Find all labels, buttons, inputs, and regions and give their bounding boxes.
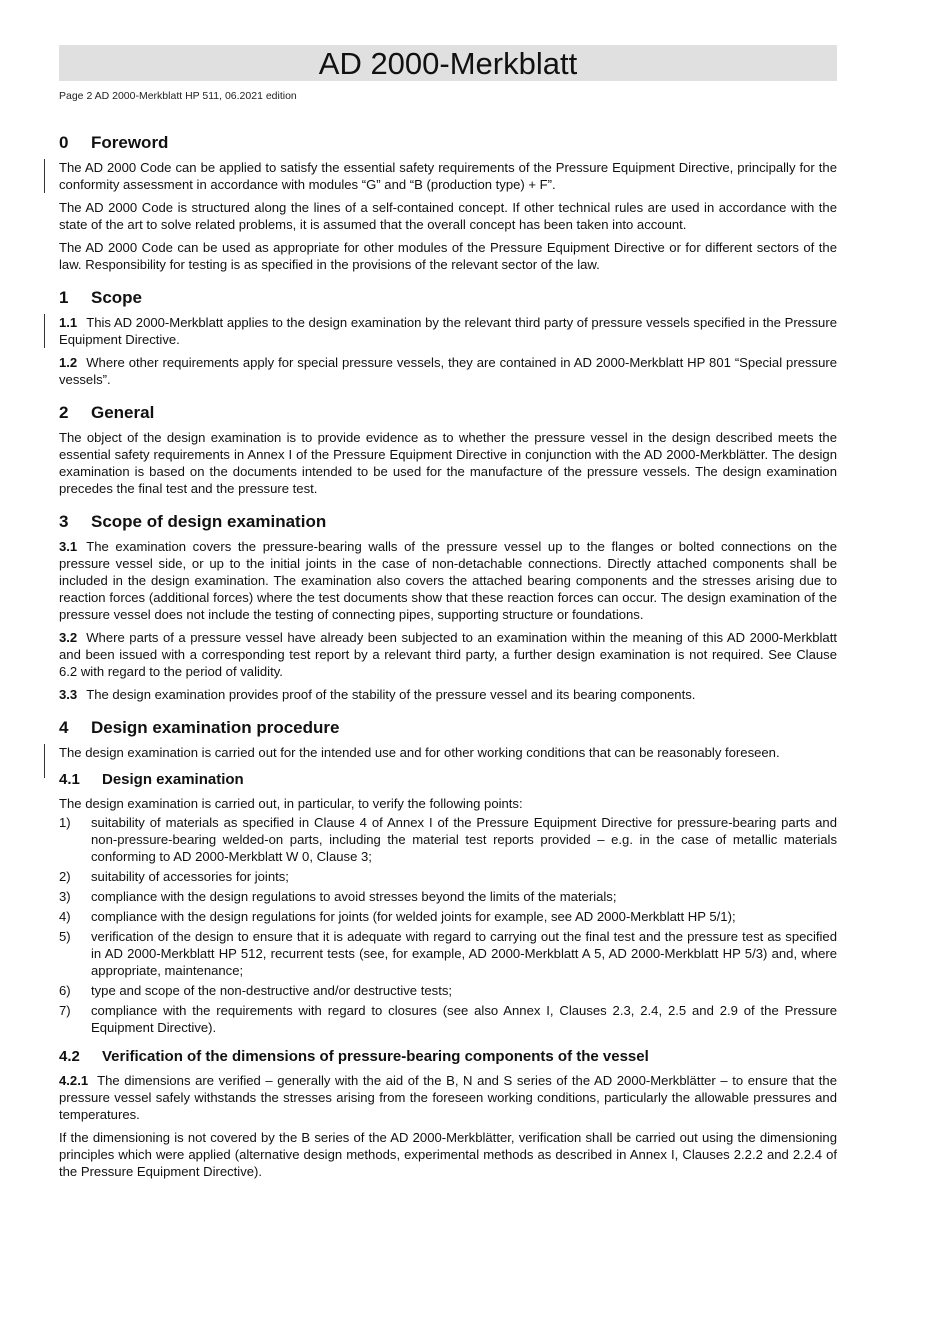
list-item-text: compliance with the design regulations for joints (for welded joints for example, see AD 2000-Merkblatt HP 5/1); xyxy=(91,909,736,924)
list-item xyxy=(59,868,837,885)
document-body xyxy=(59,133,837,1195)
section-number: 2 xyxy=(59,403,69,422)
list-item-text: compliance with the design regulations to avoid stresses beyond the limits of the materials; xyxy=(91,889,617,904)
section-title: Design examination procedure xyxy=(91,718,340,737)
list-item-number: 1) xyxy=(59,815,71,830)
paragraph: The AD 2000 Code is structured along the lines of a self-contained concept. If other technical rules are used in accordance with the state of the art to solve related problems, it is assumed that the overall concept has been taken into account. xyxy=(59,200,837,232)
section-2-general xyxy=(59,403,837,497)
section-heading xyxy=(59,133,837,153)
paragraph: The object of the design examination is to provide evidence as to whether the pressure vessel in the design described meets the essential safety requirements in Annex I of the Pressure Equipment Directive in conjunction with the AD 2000-Merkblätter. The design examination is based on the documents intended to be used for the manufacture of the pressure vessels. The design examination precedes the final test and the pressure test. xyxy=(59,430,837,496)
paragraph-number: 1.2 xyxy=(59,355,78,370)
list-item xyxy=(59,928,837,979)
section-heading xyxy=(59,403,837,423)
section-heading xyxy=(59,288,837,308)
list-item xyxy=(59,814,837,865)
section-title: Scope xyxy=(91,288,143,307)
paragraph-text: The design examination provides proof of the stability of the pressure vessel and its bearing components. xyxy=(86,687,696,702)
paragraph: The AD 2000 Code can be used as appropriate for other modules of the Pressure Equipment Directive or for different sectors of the law. Responsibility for testing is as specified in the provisions of the relevant sector of the law. xyxy=(59,240,837,272)
list-item xyxy=(59,908,837,925)
section-title: General xyxy=(91,403,155,422)
section-4-design-examination-procedure xyxy=(59,718,837,1180)
list-item-text: compliance with the requirements with regard to closures (see also Annex I, Clauses 2.3, 2.4, 2.5 and 2.9 of the Pressure Equipment Directive). xyxy=(91,1003,837,1035)
paragraph-number: 4.2.1 xyxy=(59,1073,89,1088)
list-item-number: 7) xyxy=(59,1003,71,1018)
list-item-number: 3) xyxy=(59,889,71,904)
section-heading xyxy=(59,512,837,532)
document-title: AD 2000-Merkblatt xyxy=(318,46,578,81)
verification-list xyxy=(59,814,837,1036)
list-item-text: verification of the design to ensure that it is adequate with regard to carrying out the final test and the pressure test as specified in AD 2000-Merkblatt HP 512, recurrent tests (see, for example, AD 2000-Merkblatt A 5, AD 2000-Merkblatt HP 5/3) and, where appropriate, maintenance; xyxy=(91,929,837,978)
list-item-text: type and scope of the non-destructive and/or destructive tests; xyxy=(91,983,453,998)
section-1-scope xyxy=(59,288,837,388)
section-title: Foreword xyxy=(91,133,169,152)
paragraph-number: 3.1 xyxy=(59,539,78,554)
paragraph xyxy=(59,686,837,703)
subsection-heading xyxy=(59,771,837,789)
section-3-scope-of-design-examination xyxy=(59,512,837,703)
paragraph: The design examination is carried out, in particular, to verify the following points: xyxy=(59,796,523,811)
paragraph xyxy=(59,538,837,623)
list-item-text: suitability of materials as specified in Clause 4 of Annex I of the Pressure Equipment Directive for pressure-bearing parts and non-pressure-bearing welded-on parts, including the material test reports provided – e.g. in the case of metallic materials conforming to AD 2000-Merkblatt W 0, Clause 3; xyxy=(91,815,837,864)
paragraph: The design examination is carried out for the intended use and for other working conditions that can be reasonably foreseen. xyxy=(59,744,837,761)
paragraph xyxy=(59,629,837,680)
subsection-heading xyxy=(59,1048,837,1066)
section-0-foreword xyxy=(59,133,837,273)
section-heading xyxy=(59,718,837,738)
page-info: Page 2 AD 2000-Merkblatt HP 511, 06.2021 edition xyxy=(59,90,297,102)
paragraph-number: 3.2 xyxy=(59,630,78,645)
subsection-number: 4.2 xyxy=(59,1048,80,1065)
section-number: 3 xyxy=(59,512,69,531)
paragraph-number: 1.1 xyxy=(59,315,78,330)
paragraph: The AD 2000 Code can be applied to satisfy the essential safety requirements of the Pressure Equipment Directive, principally for the conformity assessment in accordance with modules “G” and “B (production type) + F”. xyxy=(59,160,837,192)
list-item xyxy=(59,888,837,905)
subsection-title: Verification of the dimensions of pressure-bearing components of the vessel xyxy=(102,1048,649,1065)
paragraph-text: This AD 2000-Merkblatt applies to the design examination by the relevant third party of pressure vessels specified in the Pressure Equipment Directive. xyxy=(59,315,837,347)
section-number: 1 xyxy=(59,288,69,307)
section-number: 0 xyxy=(59,133,69,152)
paragraph xyxy=(59,1072,837,1123)
paragraph-text: The examination covers the pressure-bearing walls of the pressure vessel up to the flanges or bolted connections on the pressure vessel side, or up to the initial joints in the case of non-detachable connections. Directly attached components shall be included in the design examination. The examination also covers the attached bearing components and the stresses arising due to reaction forces (additional forces) where the test documents show that these reaction forces can occur. The design examination of the pressure vessel does not include the testing of connecting pipes, supporting structure or foundations. xyxy=(59,539,837,622)
list-item-number: 4) xyxy=(59,909,71,924)
list-item-text: suitability of accessories for joints; xyxy=(91,869,289,884)
list-item-number: 5) xyxy=(59,929,71,944)
list-item-number: 6) xyxy=(59,983,71,998)
list-item xyxy=(59,1002,837,1036)
subsection-number: 4.1 xyxy=(59,771,80,788)
paragraph-number: 3.3 xyxy=(59,687,78,702)
paragraph-text: Where parts of a pressure vessel have already been subjected to an examination within the meaning of this AD 2000-Merkblatt and been issued with a corresponding test report by a relevant third party, a further design examination is not required. See Clause 6.2 with regard to the period of validity. xyxy=(59,630,837,679)
paragraph-text: The dimensions are verified – generally with the aid of the B, N and S series of the AD 2000-Merkblätter – to ensure that the pressure vessel safely withstands the stresses arising from the foreseen working conditions, particularly the allowable pressures and temperatures. xyxy=(59,1073,837,1122)
paragraph xyxy=(59,354,837,388)
subsection-title: Design examination xyxy=(102,771,244,788)
section-number: 4 xyxy=(59,718,69,737)
document-title-banner xyxy=(59,45,837,81)
section-title: Scope of design examination xyxy=(91,512,327,531)
list-item xyxy=(59,982,837,999)
paragraph xyxy=(59,314,837,348)
paragraph: If the dimensioning is not covered by the B series of the AD 2000-Merkblätter, verification shall be carried out using the dimensioning principles which were applied (alternative design methods, experimental methods as described in Annex I, Clauses 2.2.2 and 2.2.4 of the Pressure Equipment Directive). xyxy=(59,1130,837,1179)
paragraph-text: Where other requirements apply for special pressure vessels, they are contained in AD 2000-Merkblatt HP 801 “Special pressure vessels”. xyxy=(59,355,837,387)
list-item-number: 2) xyxy=(59,869,71,884)
